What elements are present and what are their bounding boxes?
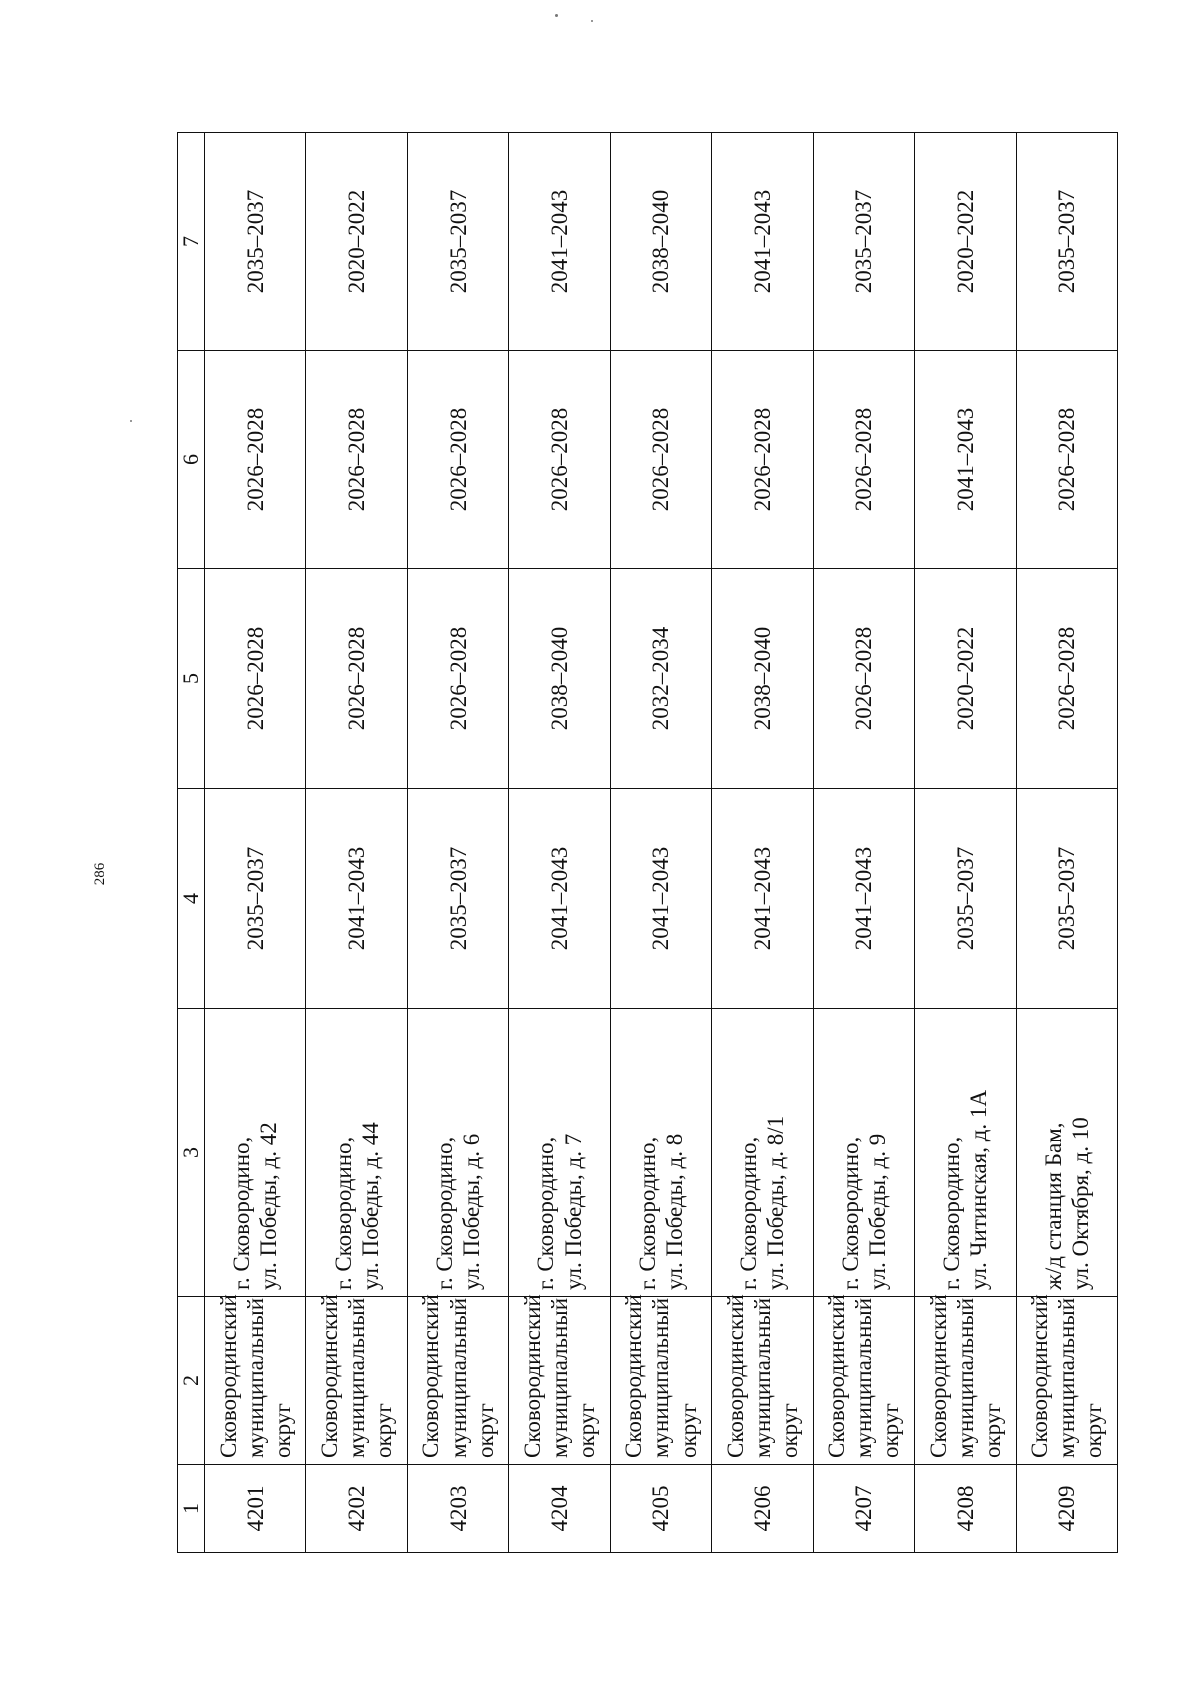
address-line: г. Сковородино, — [736, 1136, 762, 1290]
scan-speck — [130, 420, 132, 422]
year-range-cell: 2026–2028 — [205, 351, 306, 569]
column-header: 6 — [178, 351, 205, 569]
address-line: ул. Читинская, д. 1А — [966, 1089, 992, 1290]
column-header: 5 — [178, 569, 205, 789]
row-id: 4207 — [813, 1465, 914, 1553]
district-cell: Сковородинский муниципальный округ — [509, 1297, 610, 1465]
district-cell: Сковородинский муниципальный округ — [1016, 1297, 1118, 1465]
year-range-cell: 2038–2040 — [509, 569, 610, 789]
year-range-cell: 2038–2040 — [610, 133, 711, 351]
address-line: г. Сковородино, — [837, 1136, 863, 1290]
column-header: 3 — [178, 1009, 205, 1297]
row-id: 4209 — [1016, 1465, 1118, 1553]
address-cell — [306, 1009, 407, 1297]
year-range-cell: 2026–2028 — [306, 351, 407, 569]
row-id: 4201 — [205, 1465, 306, 1553]
district-cell: Сковородинский муниципальный округ — [306, 1297, 407, 1465]
address-cell — [915, 1009, 1016, 1297]
row-id: 4208 — [915, 1465, 1016, 1553]
address-line: ул. Победы, д. 8/1 — [763, 1115, 789, 1290]
year-range-cell: 2020–2022 — [915, 569, 1016, 789]
address-line: г. Сковородино, — [431, 1136, 457, 1290]
year-range-cell: 2026–2028 — [509, 351, 610, 569]
year-range-cell: 2026–2028 — [407, 569, 508, 789]
table-row — [1016, 133, 1118, 1553]
column-header: 1 — [178, 1465, 205, 1553]
column-header: 2 — [178, 1297, 205, 1465]
year-range-cell: 2041–2043 — [509, 133, 610, 351]
row-id: 4205 — [610, 1465, 711, 1553]
year-range-cell: 2041–2043 — [509, 789, 610, 1009]
year-range-cell: 2026–2028 — [712, 351, 813, 569]
row-id: 4206 — [712, 1465, 813, 1553]
year-range-cell: 2035–2037 — [205, 789, 306, 1009]
year-range-cell: 2035–2037 — [1016, 789, 1118, 1009]
year-range-cell: 2026–2028 — [813, 351, 914, 569]
table-row — [610, 133, 711, 1553]
year-range-cell: 2026–2028 — [306, 569, 407, 789]
address-line: ул. Победы, д. 6 — [459, 1133, 485, 1290]
year-range-cell: 2020–2022 — [915, 133, 1016, 351]
address-cell — [407, 1009, 508, 1297]
year-range-cell: 2038–2040 — [712, 569, 813, 789]
address-line: г. Сковородино, — [533, 1136, 559, 1290]
address-line: ул. Победы, д. 44 — [357, 1122, 383, 1290]
year-range-cell: 2032–2034 — [610, 569, 711, 789]
table-row — [407, 133, 508, 1553]
year-range-cell: 2041–2043 — [306, 789, 407, 1009]
table-row — [813, 133, 914, 1553]
row-id: 4202 — [306, 1465, 407, 1553]
year-range-cell: 2035–2037 — [407, 789, 508, 1009]
column-number-row — [178, 133, 205, 1553]
address-line: ул. Победы, д. 7 — [560, 1133, 586, 1290]
district-cell: Сковородинский муниципальный округ — [712, 1297, 813, 1465]
year-range-cell: 2035–2037 — [915, 789, 1016, 1009]
year-range-cell: 2020–2022 — [306, 133, 407, 351]
address-cell — [205, 1009, 306, 1297]
district-cell: Сковородинский муниципальный округ — [407, 1297, 508, 1465]
address-line: ул. Победы, д. 9 — [864, 1133, 890, 1290]
year-range-cell: 2035–2037 — [1016, 133, 1118, 351]
year-range-cell: 2026–2028 — [1016, 351, 1118, 569]
year-range-cell: 2026–2028 — [205, 569, 306, 789]
district-cell: Сковородинский муниципальный округ — [915, 1297, 1016, 1465]
year-range-cell: 2035–2037 — [205, 133, 306, 351]
row-id: 4203 — [407, 1465, 508, 1553]
scan-speck — [555, 14, 558, 17]
year-range-cell: 2035–2037 — [407, 133, 508, 351]
data-table — [177, 132, 1118, 1553]
year-range-cell: 2035–2037 — [813, 133, 914, 351]
year-range-cell: 2041–2043 — [915, 351, 1016, 569]
year-range-cell: 2041–2043 — [813, 789, 914, 1009]
year-range-cell: 2026–2028 — [610, 351, 711, 569]
address-line: г. Сковородино, — [229, 1136, 255, 1290]
address-cell — [509, 1009, 610, 1297]
year-range-cell: 2026–2028 — [407, 351, 508, 569]
address-line: ул. Октября, д. 10 — [1067, 1117, 1093, 1290]
address-cell — [610, 1009, 711, 1297]
row-id: 4204 — [509, 1465, 610, 1553]
address-line: г. Сковородино, — [330, 1136, 356, 1290]
district-cell: Сковородинский муниципальный округ — [813, 1297, 914, 1465]
address-line: ж/д станция Бам, — [1040, 1122, 1066, 1290]
year-range-cell: 2041–2043 — [712, 133, 813, 351]
column-header: 4 — [178, 789, 205, 1009]
table-row — [509, 133, 610, 1553]
table-row — [915, 133, 1016, 1553]
table-row — [712, 133, 813, 1553]
address-line: ул. Победы, д. 42 — [256, 1122, 282, 1290]
year-range-cell: 2041–2043 — [610, 789, 711, 1009]
year-range-cell: 2026–2028 — [1016, 569, 1118, 789]
district-cell: Сковородинский муниципальный округ — [205, 1297, 306, 1465]
scan-speck — [591, 20, 593, 22]
rotated-table-container — [177, 133, 1118, 1553]
column-header: 7 — [178, 133, 205, 351]
year-range-cell: 2041–2043 — [712, 789, 813, 1009]
address-line: ул. Победы, д. 8 — [661, 1133, 687, 1290]
address-line: г. Сковородино, — [634, 1136, 660, 1290]
address-cell — [813, 1009, 914, 1297]
district-cell: Сковородинский муниципальный округ — [610, 1297, 711, 1465]
table-row — [205, 133, 306, 1553]
page-number: 286 — [92, 862, 108, 886]
address-line: г. Сковородино, — [939, 1136, 965, 1290]
table-row — [306, 133, 407, 1553]
address-cell — [1016, 1009, 1118, 1297]
year-range-cell: 2026–2028 — [813, 569, 914, 789]
address-cell — [712, 1009, 813, 1297]
